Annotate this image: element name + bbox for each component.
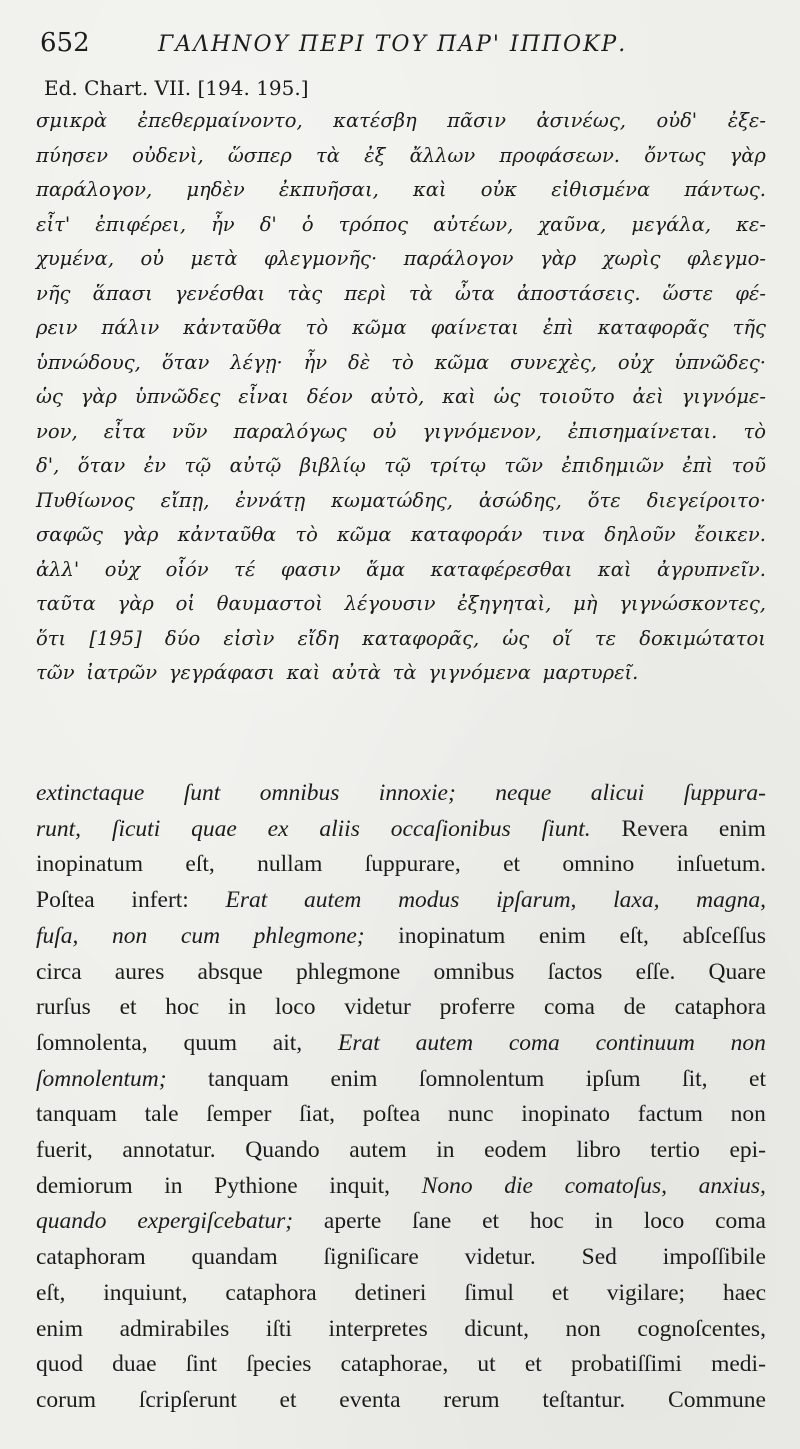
roman-word: ſomnolentum (418, 1065, 545, 1092)
roman-word: epi- (729, 1137, 766, 1164)
roman-word: non (565, 1315, 601, 1342)
roman-word: ſane (412, 1208, 452, 1235)
roman-word: vigilare; (606, 1279, 686, 1306)
roman-word: enim (718, 815, 766, 842)
italic-word: laxa, (613, 887, 660, 914)
greek-line: νον, εἶτα νῦν παραλόγως οὐ γιγνόμενον, ἐπισημαίνεται. τὸ (36, 419, 766, 443)
latin-text-block (36, 776, 766, 1419)
italic-word: continuum (595, 1029, 695, 1056)
latin-line (36, 847, 766, 883)
italic-word: ſicuti (111, 815, 161, 842)
roman-word: quum (183, 1029, 237, 1056)
edition-reference: Ed. Chart. VII. [194. 195.] (44, 76, 309, 100)
roman-word: inopinatum (398, 922, 506, 949)
greek-line: σαφῶς γὰρ κἀνταῦθα τὸ κῶμα καταφοράν τινα δηλοῦν ἔοικεν. (36, 523, 766, 546)
roman-word: non (730, 1101, 766, 1128)
italic-word: expergiſcebatur; (137, 1208, 294, 1235)
roman-word: ſiat, (299, 1101, 336, 1128)
roman-word: Sed (581, 1244, 617, 1271)
roman-word: eſt, (185, 851, 215, 878)
roman-word: eſſe. (635, 958, 676, 985)
roman-word: Quando (245, 1137, 320, 1164)
roman-word: quandam (191, 1244, 278, 1271)
latin-line (36, 1312, 766, 1348)
roman-word: coma (715, 1208, 766, 1235)
roman-word: fuerit, (36, 1137, 93, 1164)
italic-word: autem (415, 1029, 474, 1056)
roman-word: impoſſibile (662, 1244, 766, 1271)
italic-word: aliis (319, 815, 360, 842)
roman-word: interpretes (328, 1315, 428, 1342)
roman-word: probatiſſimi (570, 1351, 682, 1378)
italic-word: magna, (696, 887, 766, 914)
italic-word: occaſionibus (390, 815, 511, 842)
roman-word: omnibus (433, 958, 515, 985)
roman-word: in (594, 1208, 613, 1235)
latin-line (36, 1276, 766, 1312)
roman-word: ſomnolenta, (36, 1029, 148, 1056)
roman-word: tertio (650, 1137, 700, 1164)
roman-word: nullam (257, 851, 323, 878)
roman-word: coma (543, 994, 595, 1021)
roman-word: phlegmone (295, 958, 401, 985)
roman-word: ſactos (547, 958, 603, 985)
roman-word: cataphorae, (340, 1351, 449, 1378)
roman-word: factum (637, 1101, 703, 1128)
roman-word: circa (36, 958, 82, 985)
roman-word: in (164, 1172, 183, 1199)
greek-line: τῶν ἰατρῶν γεγράφασι καὶ αὐτὰ τὰ γιγνόμενα μαρτυρεῖ. (36, 661, 639, 684)
page-number: 652 (40, 28, 90, 58)
roman-word: Pythione (214, 1172, 298, 1199)
roman-word: et (503, 851, 521, 878)
roman-word: duae (112, 1351, 157, 1378)
roman-word: et (279, 1386, 297, 1413)
latin-line (36, 1383, 766, 1419)
roman-word: eodem (484, 1137, 547, 1164)
italic-word: fuſa, (36, 922, 79, 949)
italic-word: coma (508, 1029, 560, 1056)
latin-line (36, 1026, 766, 1062)
roman-word: enim (330, 1065, 378, 1092)
greek-line: ρειν πάλιν κἀνταῦθα τὸ κῶμα φαίνεται ἐπὶ καταφορᾶς τῆς (36, 316, 766, 339)
italic-word: neque (495, 780, 552, 806)
roman-word: haec (722, 1279, 766, 1306)
italic-word: modus (398, 887, 460, 914)
roman-word: et (119, 994, 137, 1021)
italic-word: runt, (36, 815, 82, 842)
roman-word: tale (144, 1101, 179, 1128)
latin-line (36, 776, 766, 812)
roman-word: cataphora (674, 994, 766, 1021)
italic-word: anxius, (698, 1172, 766, 1199)
roman-word: inopinatum (36, 851, 144, 878)
roman-word: eſt, (36, 1279, 66, 1306)
greek-text-block (36, 104, 766, 691)
roman-word: in (436, 1137, 455, 1164)
roman-word: ſint (185, 1351, 218, 1378)
italic-word: ſuppura- (683, 780, 766, 806)
roman-word: in (227, 994, 247, 1021)
roman-word: videtur (344, 994, 411, 1021)
roman-word: detineri (354, 1279, 427, 1306)
italic-word: alicui (590, 780, 645, 806)
roman-word: ſemper (206, 1101, 272, 1128)
roman-word: corum (36, 1386, 97, 1413)
italic-word: Nono (421, 1172, 473, 1199)
italic-word: extinctaque (36, 780, 145, 806)
roman-word: nunc (447, 1101, 494, 1128)
italic-word: non (730, 1029, 766, 1056)
roman-word: Revera (621, 815, 689, 842)
greek-line: παράλογον, μηδὲν ἐκπυῆσαι, καὶ οὐκ εἰθισμένα πάντως. (36, 178, 766, 201)
italic-word: ex (267, 815, 289, 842)
italic-word: ipſarum, (496, 887, 577, 914)
roman-word: ſit, (682, 1065, 708, 1092)
latin-line (36, 1169, 766, 1205)
page-header (40, 22, 770, 68)
roman-word: et (524, 1351, 542, 1378)
roman-word: annotatur. (122, 1137, 216, 1164)
italic-word: ſunt (183, 780, 221, 806)
roman-word: et (551, 1279, 569, 1306)
roman-word: proferre (439, 994, 516, 1021)
italic-word: phlegmone; (253, 922, 365, 949)
italic-word: non (112, 922, 148, 949)
greek-line: ἀλλ' οὐχ οἷόν τέ φασιν ἅμα καταφέρεσθαι καὶ ἀγρυπνεῖν. (36, 557, 766, 581)
greek-line: νῆς ἅπασι γενέσθαι τὰς περὶ τὰ ὦτα ἀποστάσεις. ὥστε φέ- (36, 281, 766, 305)
roman-word: libro (576, 1137, 621, 1164)
roman-word: videtur. (464, 1244, 536, 1271)
roman-word: inopinato (521, 1101, 611, 1128)
greek-line: εἶτ' ἐπιφέρει, ἦν δ' ὁ τρόπος αὐτέων, χαῦνα, μεγάλα, κε- (36, 212, 766, 236)
latin-line (36, 955, 766, 991)
greek-line: Πυθίωνος εἴπῃ, ἐννάτῃ κωματώδης, ἀσώδης, ὅτε διεγείροιτο· (36, 488, 766, 512)
roman-word: ſimul (464, 1279, 514, 1306)
roman-word: enim (538, 922, 586, 949)
greek-line: ὡς γὰρ ὑπνῶδες εἶναι δέον αὐτὸ, καὶ ὡς τοιοῦτο ἀεὶ γιγνόμε- (36, 385, 766, 408)
italic-word: die (504, 1172, 533, 1199)
italic-word: innoxie; (378, 780, 456, 806)
latin-line (36, 919, 766, 955)
roman-word: ipſum (585, 1065, 641, 1092)
italic-word: quae (191, 815, 237, 842)
roman-word: loco (275, 994, 316, 1021)
latin-line (36, 990, 766, 1026)
roman-word: hoc (165, 994, 200, 1021)
roman-word: Quare (708, 958, 766, 985)
roman-word: tanquam (208, 1065, 289, 1092)
italic-word: autem (303, 887, 362, 914)
roman-word: omnino (562, 851, 635, 878)
roman-word: eventa (339, 1386, 401, 1413)
roman-word: tanquam (36, 1101, 117, 1128)
latin-line (36, 883, 766, 919)
roman-word: iſti (265, 1315, 292, 1342)
roman-word: cataphora (225, 1279, 317, 1306)
roman-word: Poſtea (36, 887, 95, 914)
roman-word: quod (36, 1351, 83, 1378)
roman-word: inquit, (329, 1172, 391, 1199)
roman-word: ut (477, 1351, 496, 1378)
italic-word: comatoſus, (564, 1172, 668, 1199)
latin-line (36, 1097, 766, 1133)
greek-line: δ', ὅταν ἐν τῷ αὐτῷ βιβλίῳ τῷ τρίτῳ τῶν ἐπιδημιῶν ἐπὶ τοῦ (36, 454, 766, 477)
greek-line: σμικρὰ ἐπεθερμαίνοντο, κατέσβη πᾶσιν ἀσινέως, οὐδ' ἐξε- (36, 109, 766, 132)
roman-word: rurſus (36, 994, 91, 1021)
roman-word: autem (349, 1137, 407, 1164)
roman-word: medi- (711, 1351, 766, 1378)
italic-word: cum (180, 922, 221, 949)
roman-word: et (482, 1208, 500, 1235)
italic-word: ſomnolentum; (36, 1065, 167, 1092)
roman-word: dicunt, (464, 1315, 529, 1342)
roman-word: rerum (443, 1386, 500, 1413)
running-title: ΓΑΛΗΝΟΥ ΠΕΡΙ ΤΟΥ ΠΑΡ' ΙΠΠΟΚΡ. (158, 32, 628, 57)
italic-word: Erat (338, 1029, 380, 1056)
roman-word: cataphoram (36, 1244, 146, 1271)
roman-word: absque (197, 958, 263, 985)
roman-word: demiorum (36, 1172, 133, 1199)
greek-line: χυμένα, οὐ μετὰ φλεγμονῆς· παράλογον γὰρ χωρὶς φλεγμο- (36, 247, 766, 270)
roman-word: de (623, 994, 646, 1021)
roman-word: cognoſcentes, (637, 1315, 766, 1342)
roman-word: eſt, (619, 922, 649, 949)
latin-line (36, 1062, 766, 1098)
italic-word: omnibus (259, 780, 340, 806)
roman-word: inquiunt, (103, 1279, 188, 1306)
roman-word: abſceſſus (682, 922, 766, 949)
latin-line (36, 1204, 766, 1240)
roman-word: ſpecies (246, 1351, 312, 1378)
roman-word: inſuetum. (676, 851, 766, 878)
roman-word: aperte (323, 1208, 382, 1235)
roman-word: et (749, 1065, 766, 1092)
italic-word: quando (36, 1208, 107, 1235)
roman-word: ſcripſerunt (138, 1386, 237, 1413)
greek-line: ὅτι [195] δύο εἰσὶν εἴδη καταφορᾶς, ὡς οἵ τε δοκιμώτατοι (36, 626, 766, 650)
roman-word: enim (36, 1315, 83, 1342)
roman-word: aures (114, 958, 165, 985)
roman-word: teſtantur. (542, 1386, 626, 1413)
roman-word: ſuppurare, (364, 851, 461, 878)
latin-line (36, 1133, 766, 1169)
roman-word: Commune (668, 1386, 766, 1413)
greek-line: ταῦτα γὰρ οἱ θαυμαστοὶ λέγουσιν ἐξηγηταὶ, μὴ γιγνώσκοντες, (36, 592, 766, 615)
latin-line (36, 1240, 766, 1276)
roman-word: infert: (131, 887, 189, 914)
roman-word: loco (643, 1208, 685, 1235)
greek-line: ὑπνώδους, ὅταν λέγῃ· ἦν δὲ τὸ κῶμα συνεχὲς, οὐχ ὑπνῶδες· (36, 350, 766, 374)
italic-word: ſiunt. (541, 815, 591, 842)
roman-word: admirabiles (119, 1315, 230, 1342)
greek-line: πύησεν οὐδενὶ, ὥσπερ τὰ ἐξ ἄλλων προφάσεων. ὄντως γὰρ (36, 143, 766, 167)
roman-word: poſtea (362, 1101, 421, 1128)
roman-word: ait, (272, 1029, 303, 1056)
latin-line (36, 812, 766, 848)
latin-line (36, 1347, 766, 1383)
roman-word: ſigniſicare (323, 1244, 419, 1271)
roman-word: hoc (529, 1208, 564, 1235)
italic-word: Erat (225, 887, 268, 914)
